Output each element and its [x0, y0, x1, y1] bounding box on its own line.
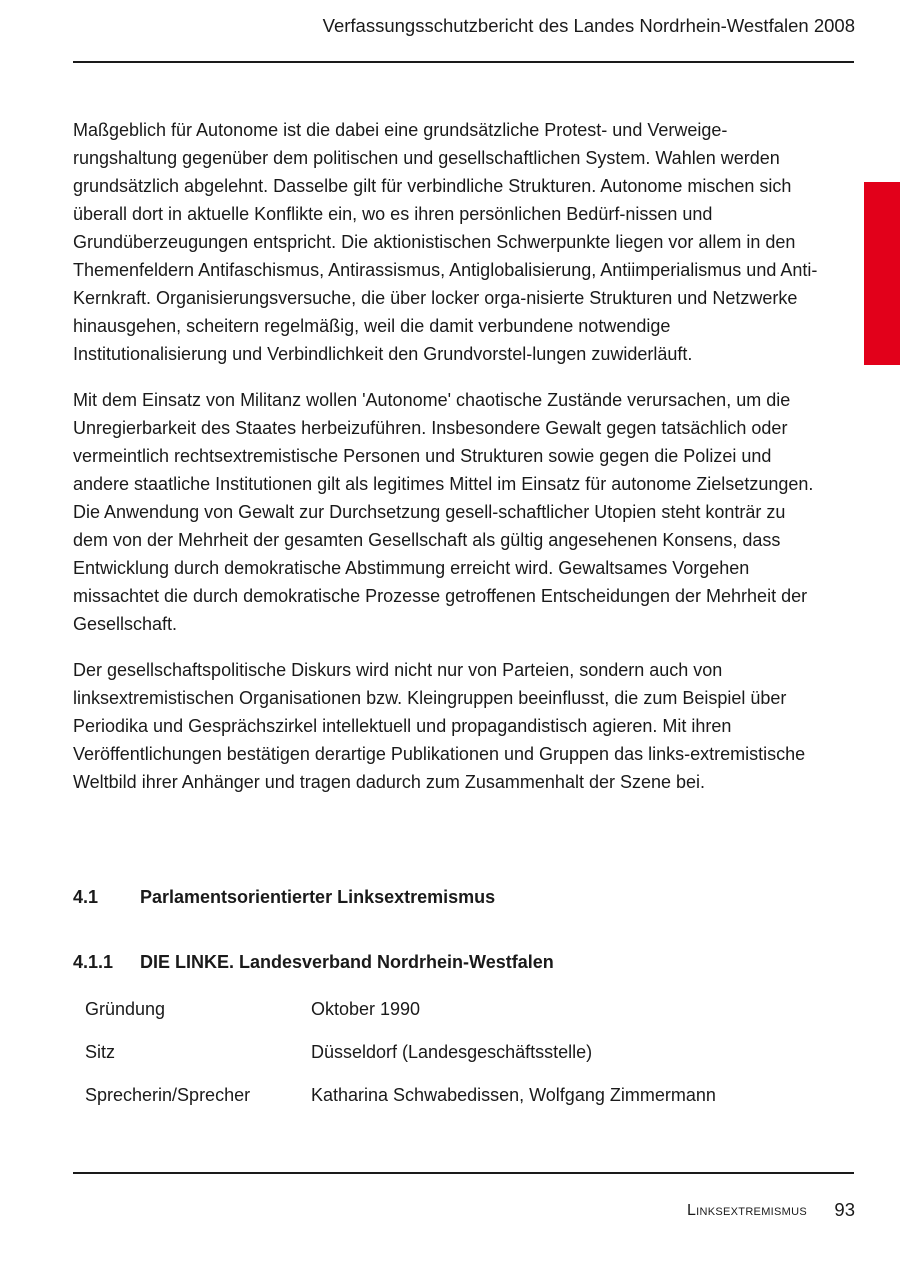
fact-row: [85, 1038, 716, 1081]
body-text: [73, 116, 818, 814]
running-header: Verfassungsschutzbericht des Landes Nordrhein-Westfalen 2008: [322, 15, 855, 36]
footer-rule: [73, 1172, 854, 1174]
fact-row: [85, 1081, 716, 1124]
paragraph: Mit dem Einsatz von Militanz wollen 'Autonome' chaotische Zustände verursachen, um die Unregierbarkeit des Staates herbeizuführen. Insbesondere Gewalt gegen tatsächlich oder vermeintlich rechtsextremistische Personen und Strukturen sowie gegen die Polizei und andere staatliche Institutionen gilt als legitimes Mittel im Einsatz für autonome Zielsetzungen. Die Anwendung von Gewalt zur Durchsetzung gesell-schaftlicher Utopien steht konträr zu dem von der Mehrheit der gesamten Gesellschaft als gültig angesehenen Konsens, dass Entwicklung durch demokratische Abstimmung erreicht wird. Gewaltsames Vorgehen missachtet die durch demokratische Prozesse getroffenen Entscheidungen der Mehrheit der Gesellschaft.: [73, 390, 814, 634]
subsection-number: 4.1.1: [73, 952, 114, 972]
fact-value: Katharina Schwabedissen, Wolfgang Zimmermann: [311, 1085, 716, 1105]
section-title: Parlamentsorientierter Linksextremismus: [140, 887, 496, 907]
subsection-title: DIE LINKE. Landesverband Nordrhein-Westfalen: [140, 952, 554, 972]
paragraph: Der gesellschaftspolitische Diskurs wird nicht nur von Parteien, sondern auch von linksextremistischen Organisationen bzw. Kleingruppen beeinflusst, die zum Beispiel über Periodika und Gesprächszirkel intellektuell und propagandistisch agieren. Mit ihren Veröffentlichungen bestätigen derartige Publikationen und Gruppen das links-extremistische Weltbild ihrer Anhänger und tragen dadurch zum Zusammenhalt der Szene bei.: [73, 660, 806, 792]
footer-section-label: Linksextremismus: [686, 1202, 807, 1219]
subsection-heading: [73, 950, 554, 974]
fact-label: Sprecherin/Sprecher: [85, 1085, 251, 1105]
paragraph: Maßgeblich für Autonome ist die dabei eine grundsätzliche Protest- und Verweige-rungshaltung gegenüber dem politischen und gesellschaftlichen System. Wahlen werden grundsätzlich abgelehnt. Dasselbe gilt für verbindliche Strukturen. Autonome mischen sich überall dort in aktuelle Konflikte ein, wo es ihren persönlichen Bedürf-nissen und Grundüberzeugungen entspricht. Die aktionistischen Schwerpunkte liegen vor allem in den Themenfeldern Antifaschismus, Antirassismus, Antiglobalisierung, Antiimperialismus und Anti-Kernkraft. Organisierungsversuche, die über locker orga-nisierte Strukturen und Netzwerke hinausgehen, scheitern regelmäßig, weil die damit verbundene notwendige Institutionalisierung und Verbindlichkeit den Grundvorstel-lungen zuwiderläuft.: [73, 120, 818, 364]
chapter-tab-marker: [864, 182, 900, 365]
page-number: 93: [834, 1199, 855, 1220]
fact-label: Sitz: [85, 1042, 116, 1062]
fact-row: [85, 995, 716, 1038]
section-heading: [73, 885, 495, 909]
fact-table: [85, 995, 716, 1124]
header-rule: [73, 61, 854, 63]
section-number: 4.1: [73, 887, 99, 907]
fact-value: Düsseldorf (Landesgeschäftsstelle): [311, 1042, 593, 1062]
fact-label: Gründung: [85, 999, 166, 1019]
fact-value: Oktober 1990: [311, 999, 421, 1019]
